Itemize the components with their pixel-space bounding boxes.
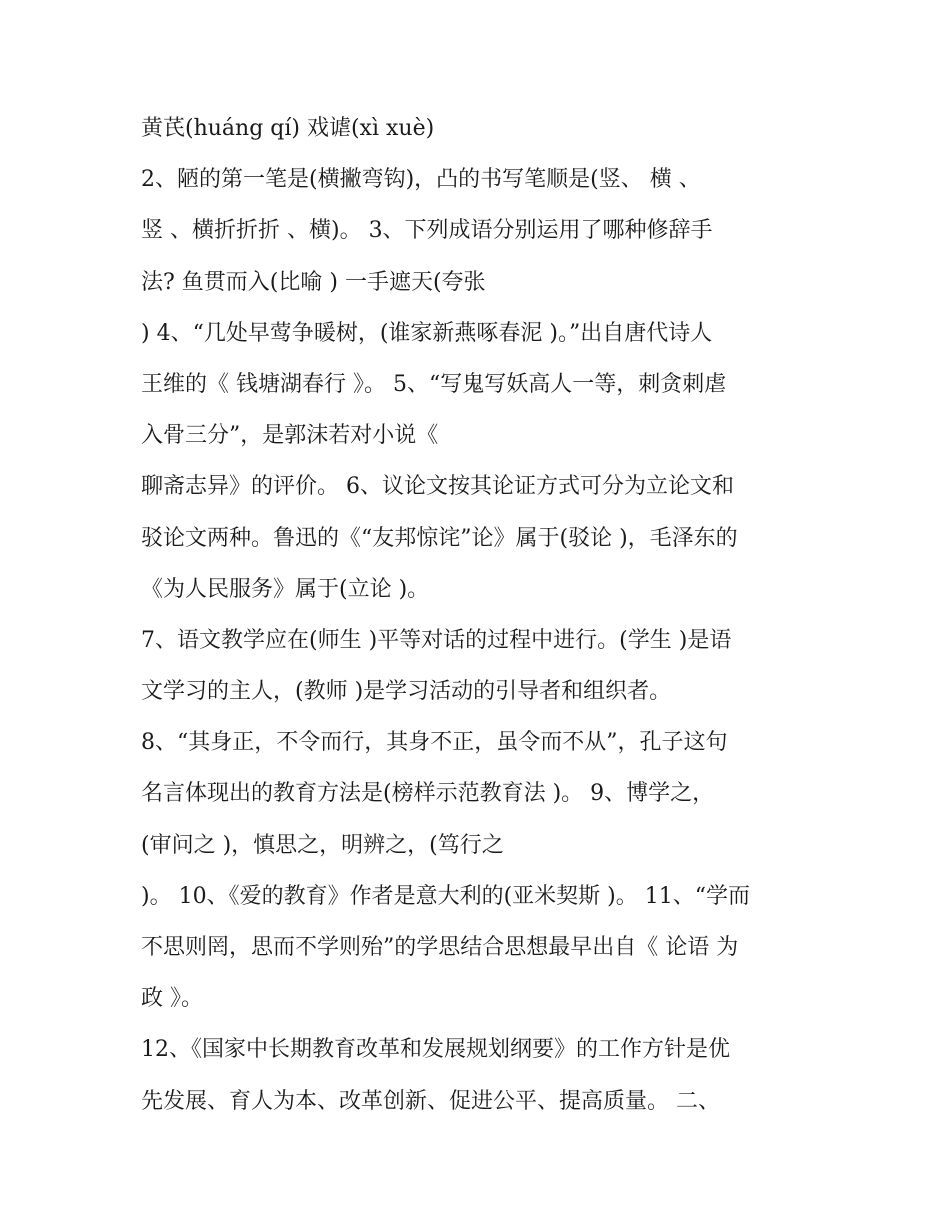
text-line: 2、陋的第一笔是(横撇弯钩)，凸的书写笔顺是(竖、 横 、 [141, 167, 701, 193]
text-line: 法? 鱼贯而入(比喻 ) 一手遮天(夸张 [141, 269, 486, 295]
text-line: 入骨三分”，是郭沫若对小说《 [141, 423, 439, 449]
text-line: 王维的《 钱塘湖春行 》。 5、“写鬼写妖高人一等，刺贪刺虐 [141, 371, 727, 397]
text-line: 驳论文两种。鲁迅的《“友邦惊诧”论》属于(驳论 )，毛泽东的 [141, 525, 738, 551]
text-line: (审问之 )，慎思之，明辨之，(笃行之 [141, 832, 504, 858]
text-line: 黄芪(huáng qí) 戏谑(xì xuè) [141, 116, 435, 141]
text-line: 12、《国家中长期教育改革和发展规划纲要》的工作方针是优 [141, 1037, 730, 1063]
text-line: ) 4、“几处早莺争暖树，(谁家新燕啄春泥 )。”出自唐代诗人 [141, 320, 713, 346]
text-line: 文学习的主人，(教师 )是学习活动的引导者和组织者。 [141, 679, 672, 705]
text-line: 8、“其身正，不令而行，其身不正，虽令而不从”，孔子这句 [141, 730, 728, 756]
text-line: 聊斋志异》的评价。 6、议论文按其论证方式可分为立论文和 [141, 474, 734, 500]
text-line: 政 》。 [141, 986, 203, 1012]
text-line: )。 10、《爱的教育》作者是意大利的(亚米契斯 )。 11、“学而 [141, 883, 750, 909]
text-line: 《为人民服务》属于(立论 )。 [141, 576, 430, 602]
text-line: 名言体现出的教育方法是(榜样示范教育法 )。 9、博学之， [141, 781, 715, 807]
text-line: 7、语文教学应在(师生 )平等对话的过程中进行。(学生 )是语 [141, 627, 732, 653]
text-line: 竖 、横折折折 、横)。 3、下列成语分别运用了哪种修辞手 [141, 218, 713, 244]
text-line: 先发展、育人为本、改革创新、促进公平、提高质量。 二、 [141, 1088, 720, 1114]
text-line: 不思则罔，思而不学则殆”的学思结合思想最早出自《 论语 为 [141, 935, 739, 960]
document-body [141, 110, 831, 1134]
